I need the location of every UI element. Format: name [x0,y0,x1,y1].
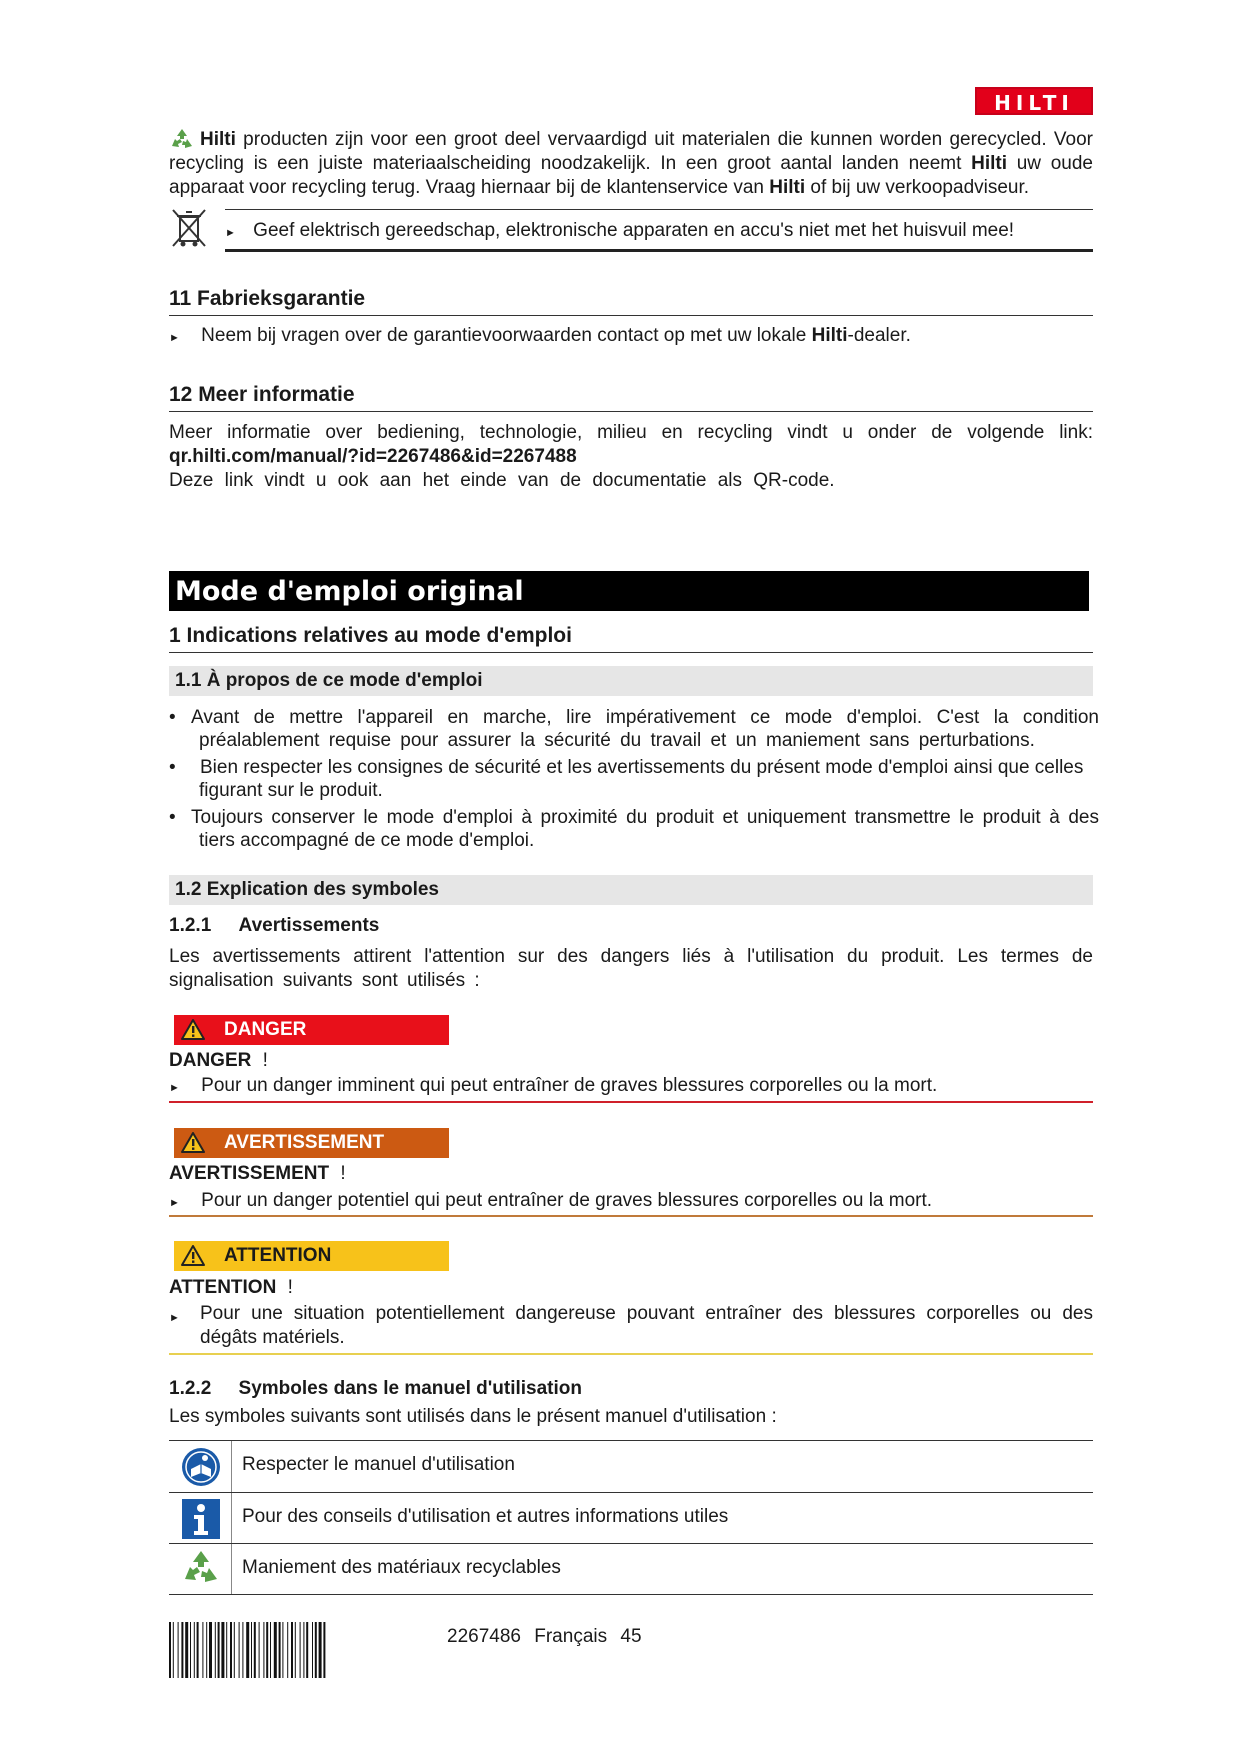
section-number: 1.2.1 [169,915,212,936]
barcode-bar [246,1622,249,1678]
barcode-bar [295,1622,296,1678]
bullet-dot-icon: • [169,707,176,728]
barcode-bar [303,1622,304,1678]
warranty-text: Neem bij vragen over de garantievoorwaarden contact op met uw lokale [201,325,807,346]
barcode-bar [312,1622,313,1678]
list-item-line: préalablement requise pour assurer la sécurité du travail et un maniement sans perturbations. [199,730,1035,751]
section-1-1-bullets [169,706,1099,854]
warning-triangle-icon [180,1018,206,1046]
recycling-paragraph [169,128,1093,200]
warranty-text-end: -dealer. [847,325,911,346]
icon-cell [169,1544,232,1595]
qr-code-note: Deze link vindt u ook aan het einde van de documentatie als QR-code. [169,470,835,491]
warning-description [169,1189,1093,1215]
table-row [169,1544,1093,1595]
recycle-icon [181,1549,221,1594]
recycling-line-3 [169,176,1093,200]
info-icon [181,1498,221,1545]
language: Français [534,1626,608,1647]
section-1-2-heading: 1.2 Explication des symboles [175,879,439,900]
barcode-bar [282,1622,283,1678]
recycling-text: apparaat voor recycling terug. Vraag hiernaar bij de klantenservice van [169,177,764,198]
recycling-line-1 [169,128,1093,152]
warnings-intro-line: Les avertissements attirent l'attention sur des dangers liés à l'utilisation du produit. Les termes de [169,946,1093,967]
signal-word: AVERTISSEMENT [169,1163,330,1184]
list-item [169,806,1099,854]
warning-rule [169,1215,1093,1217]
barcode-bar [300,1622,301,1678]
barcode-bar [254,1622,256,1678]
caution-signal-bar [174,1241,449,1271]
barcode-bar [291,1622,293,1678]
warning-signal-bar [174,1128,449,1158]
warnings-intro [169,945,1093,993]
warning-triangle-icon [180,1244,206,1272]
section-1-2-2-heading [169,1378,582,1400]
barcode-bar [287,1622,288,1678]
barcode-bar [234,1622,235,1678]
symbols-table-bottom [169,1594,1093,1595]
icon-cell [169,1493,232,1544]
barcode-bar [323,1622,325,1678]
section-1-2-bar [169,875,1093,905]
page-footer-info [447,1626,642,1648]
symbols-intro: Les symboles suivants sont utilisés dans le présent manuel d'utilisation : [169,1406,777,1427]
barcode-bar [194,1622,195,1678]
barcode-bar [169,1622,171,1678]
warning-description-text: Pour un danger potentiel qui peut entraîner de graves blessures corporelles ou la mort. [201,1190,933,1211]
barcode-bar [190,1622,191,1678]
barcode-bar [215,1622,216,1678]
barcode-bar [279,1622,281,1678]
danger-description [169,1074,1093,1100]
bullet-arrow-icon: ► [169,332,180,344]
brand-name: Hilti [971,153,1007,174]
recycling-text: uw oude [1016,153,1093,174]
section-12-body [169,421,1093,493]
recycling-line-2 [169,152,1093,176]
section-title: Symboles dans le manuel d'utilisation [238,1378,582,1399]
bullet-arrow-icon: ► [169,1197,180,1209]
brand-name: Hilti [811,325,848,346]
brand-name: Hilti [769,177,806,198]
barcode [169,1622,425,1678]
barcode-bar [315,1622,317,1678]
barcode-bar [226,1622,227,1678]
recycling-text: producten zijn voor een groot deel vervaardigd uit materialen die kunnen worden gerecycled. Voor [243,129,1093,150]
section-1-1-heading: 1.1 À propos de ce mode d'emploi [175,670,483,691]
section-12-heading: 12 Meer informatie [169,383,355,406]
barcode-bar [185,1622,188,1678]
crossed-out-bin-icon [169,207,209,249]
danger-word [169,1050,268,1072]
section-1-2-1-heading [169,915,379,937]
barcode-bar [197,1622,199,1678]
caution-label: ATTENTION [224,1245,332,1266]
list-item [169,706,1099,754]
list-item-line: Toujours conserver le mode d'emploi à proximité du produit et uniquement transmettre le produit à des [191,807,1099,828]
disposal-bottom-rule [225,249,1093,252]
barcode-bar [239,1622,240,1678]
barcode-bar [259,1622,260,1678]
barcode-bar [173,1622,174,1678]
section-11-heading: 11 Fabrieksgarantie [169,287,366,310]
danger-description-text: Pour un danger imminent qui peut entraîner de graves blessures corporelles ou la mort. [201,1075,938,1096]
manual-title: Mode d'emploi original [175,576,524,607]
bullet-dot-icon: • [169,807,176,828]
barcode-bar [270,1622,271,1678]
barcode-bar [274,1622,277,1678]
manual-title-banner [169,571,1089,611]
disposal-note [225,219,1093,245]
barcode-bar [221,1622,224,1678]
caution-rule [169,1353,1093,1355]
barcode-bar [218,1622,220,1678]
barcode-bar [319,1622,322,1678]
caution-description [169,1302,1093,1350]
more-info-line: Meer informatie over bediening, technologie, milieu en recycling vindt u onder de volgende link: [169,422,1093,443]
list-item-line: tiers accompagné de ce mode d'emploi. [199,830,535,851]
barcode-bar [209,1622,212,1678]
symbol-description: Respecter le manuel d'utilisation [242,1454,515,1475]
brand-name: Hilti [200,129,236,150]
section-11-rule [169,315,1093,316]
recycling-text: recycling is een juiste materiaalscheiding noodzakelijk. In een groot aantal landen neemt [169,153,962,174]
danger-rule [169,1101,1093,1103]
section-11-bullet [169,324,1093,350]
barcode-bar [242,1622,243,1678]
barcode-bar [178,1622,179,1678]
bullet-arrow-icon: ► [225,227,236,239]
warnings-intro-line: signalisation suivants sont utilisés : [169,970,480,991]
section-12-rule [169,411,1093,412]
bullet-arrow-icon: ► [169,1082,180,1094]
signal-word: ATTENTION [169,1277,277,1298]
barcode-bar [202,1622,203,1678]
section-title: Avertissements [238,915,380,936]
section-number: 1.2.2 [169,1378,212,1399]
list-item-line: figurant sur le produit. [199,780,383,801]
barcode-bar [206,1622,207,1678]
warning-word [169,1163,346,1185]
signal-word: DANGER [169,1050,252,1071]
list-item [169,756,1099,806]
table-row [169,1493,1093,1544]
barcode-bar [181,1622,183,1678]
bullet-arrow-icon: ► [169,1312,180,1324]
symbol-description: Maniement des matériaux recyclables [242,1557,561,1578]
icon-cell [169,1441,232,1492]
section-1-heading: 1 Indications relatives au mode d'emploi [169,624,572,647]
danger-signal-bar [174,1015,449,1045]
section-1-rule [169,652,1093,653]
symbol-description: Pour des conseils d'utilisation et autres informations utiles [242,1506,729,1527]
caution-description-line: dégâts matériels. [200,1327,345,1348]
caution-description-line: Pour une situation potentiellement dangereuse pouvant entraîner des blessures corporelles ou des [200,1303,1093,1324]
disposal-note-text: Geef elektrisch gereedschap, elektronische apparaten en accu's niet met het huisvuil mee! [253,220,1015,241]
doc-number: 2267486 [447,1626,521,1647]
bullet-dot-icon: • [169,757,176,778]
warning-label: AVERTISSEMENT [224,1132,385,1153]
warning-triangle-icon [180,1131,206,1159]
table-row [169,1441,1093,1492]
danger-label: DANGER [224,1019,307,1040]
manual-link[interactable]: qr.hilti.com/manual/?id=2267486&id=2267488 [169,446,577,467]
signal-exclamation: ! [287,1277,293,1298]
barcode-bar [263,1622,264,1678]
read-manual-icon [181,1447,221,1492]
signal-exclamation: ! [340,1163,346,1184]
disposal-top-rule [225,209,1093,210]
barcode-bar [266,1622,268,1678]
page-number: 45 [620,1626,642,1647]
list-item-line: Bien respecter les consignes de sécurité et les avertissements du présent mode d'emploi ainsi que celles [200,757,1084,778]
hilti-logo-text: HILTI [994,91,1074,115]
caution-word [169,1277,293,1299]
section-1-1-bar [169,666,1093,696]
recycling-text: of bij uw verkoopadviseur. [810,177,1030,198]
signal-exclamation: ! [262,1050,268,1071]
list-item-line: Avant de mettre l'appareil en marche, lire impérativement ce mode d'emploi. C'est la condition [191,707,1099,728]
barcode-bar [306,1622,308,1678]
barcode-bar [230,1622,232,1678]
hilti-logo [975,87,1093,115]
barcode-bar [251,1622,252,1678]
